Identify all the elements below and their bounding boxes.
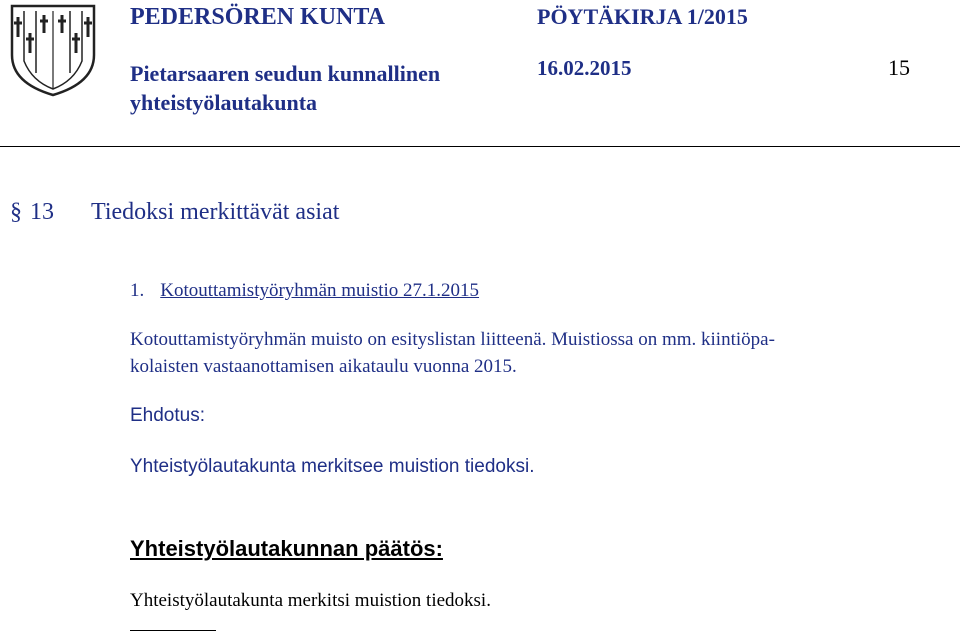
section-title: Tiedoksi merkittävät asiat [91,199,340,225]
item-number: 1. [130,280,145,301]
end-rule [130,630,216,631]
document-title: PÖYTÄKIRJA 1/2015 [537,4,748,29]
agenda-item [130,280,479,302]
committee-name-line2: yhteistyölautakunta [130,90,318,115]
meeting-date: 16.02.2015 [537,56,632,80]
section-heading [10,199,339,226]
proposal-label: Ehdotus: [130,405,205,426]
body-line-1: Kotouttamistyöryhmän muisto on esityslistan liitteenä. Muistiossa on mm. kiintiöpa- [130,329,775,350]
page-number: 15 [888,55,910,80]
section-number: 13 [30,199,54,225]
decision-label: Yhteistyölautakunnan päätös: [130,536,443,561]
decision-text: Yhteistyölautakunta merkitsi muistion tiedoksi. [130,590,491,611]
proposal-text: Yhteistyölautakunta merkitsee muistion tiedoksi. [130,456,535,477]
body-line-2: kolaisten vastaanottamisen aikataulu vuonna 2015. [130,356,517,377]
header-divider [0,146,960,147]
organization-name: PEDERSÖREN KUNTA [130,4,385,30]
committee-name-line1: Pietarsaaren seudun kunnallinen [130,61,441,86]
item-title: Kotouttamistyöryhmän muistio 27.1.2015 [160,280,480,301]
coat-of-arms-icon [8,3,98,98]
section-symbol: § [10,199,22,225]
